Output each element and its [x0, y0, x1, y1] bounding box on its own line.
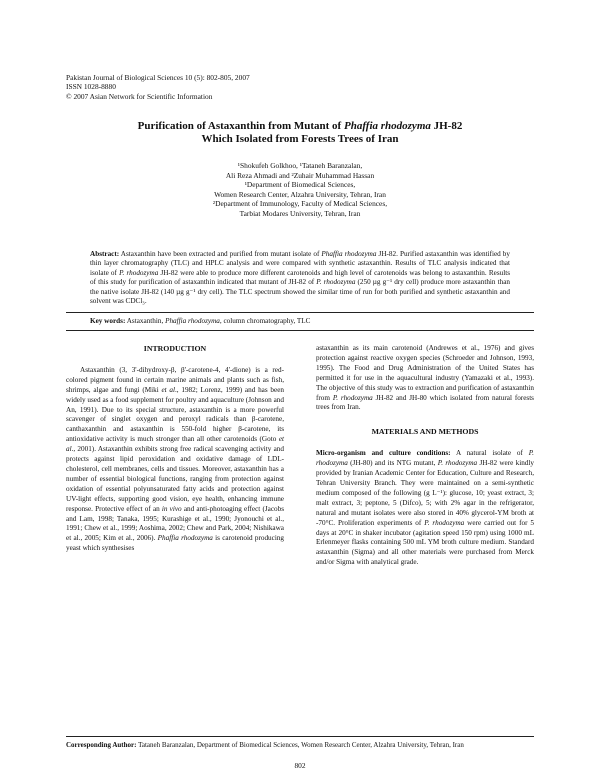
keywords: Key words: Astaxanthin, Phaffia rhodozyma, column chromatography, TLC: [90, 317, 311, 325]
paper-title: [90, 120, 510, 146]
issn: ISSN 1028-8880: [66, 82, 116, 92]
corresponding-author: Corresponding Author: Tataneh Baranzalan, Department of Biomedical Sciences, Women Research Center, Alzahra University, Tehran, Iran: [66, 741, 464, 749]
abstract-label: Abstract:: [90, 250, 120, 258]
footer-rule: [66, 736, 534, 737]
abstract: Abstract: Astaxanthin have been extracted and purified from mutant isolate of Phaffia rhodozyma JH-82. Purified astaxanthin was identified by thin layer chromatography (TLC) and HPLC analysis and were compared with synthetic astaxanthin. Results of TLC analysis indicated that isolate of P. rhodozyma JH-82 were able to produce more different carotenoids and high level of carotenoids was belong to astaxanthin. Results of this study for purification of astaxanthin indicated that mutant of JH-82 of P. rhodozyma (250 µg g⁻¹ dry cell) produce more astaxanthin than the native isolate JH-82 (140 µg g⁻¹ dry cell). The TLC spectrum showed the similar time of run for both purified and synthetic astaxanthin and solvent was CDCl₃.: [90, 250, 511, 306]
page-number: 802: [294, 761, 306, 770]
methods-heading: MATERIALS AND METHODS: [371, 427, 479, 437]
title-line-2: Which Isolated from Forests Trees of Iran: [201, 133, 399, 145]
keywords-bottom-rule: [66, 330, 534, 331]
author-line: ¹Shokufeh Golkhoo, ¹Tataneh Baranzalan,: [237, 161, 363, 170]
affiliation-line: ¹Department of Biomedical Sciences,: [244, 180, 356, 190]
author-line: Ali Reza Ahmadi and ²Zuhair Muhammad Hassan: [225, 170, 375, 180]
affiliation-line: ²Department of Immunology, Faculty of Medical Sciences,: [212, 199, 388, 209]
keywords-top-rule: [66, 312, 534, 313]
copyright: © 2007 Asian Network for Scientific Information: [66, 91, 213, 101]
title-strain: JH-82: [430, 120, 463, 132]
journal-header: [66, 73, 250, 101]
author-block: [170, 161, 430, 219]
affiliation-line: Tarbiat Modares University, Tehran, Iran: [239, 208, 361, 218]
corresponding-label: Corresponding Author:: [66, 741, 137, 749]
title-species: Phaffia rhodozyma: [343, 120, 431, 132]
right-column: [316, 344, 534, 568]
left-column: [66, 344, 284, 554]
introduction-paragraph: Astaxanthin (3, 3'-dihydroxy-β, β'-carotene-4, 4'-dione) is a red-colored pigment found in certain marine animals and plants such as fish, shrimps, algae and fungi (Miki et al., 1982; Lorenz, 1999) and has been widely used as a food supplement for poultry and aquaculture (Johnson and An, 1991). Due to its special structure, astaxanthin is a more powerful scavenger of singlet oxygen and peroxyl radicals than β-carotene, canthaxanthin and astaxanthin is 550-fold higher β-carotene, its antioxidative activity is much stronger than all other carotenoids (Goto et al., 2001). Astaxanthin exhibits strong free radical scavenging activity and protects against lipid peroxidation and oxidative damage of LDL-cholesterol, cell membranes, cells and tissues. Moreover, astaxanthin has a number of essential biological functions, ranging from protection against oxidation of essential polyunsaturated fatty acids and protection against UV-light effects, supporting good vision, eye health, enhancing immune response. Protective effect of an in vivo and anti-photoaging effect (Jacobs and Lam, 1998; Tanaka, 1995; Kurashige et al., 1990; Jyonouchi et al., 1991; Chew et al., 1999; Aoshima, 2002; Chew and Park, 2004; Nishikawa et al., 2005; Kim et al., 2006). Phaffia rhodozyma is carotenoid producing yeast which synthesises: [66, 365, 285, 553]
title-text: Purification of Astaxanthin from Mutant of: [137, 120, 344, 132]
affiliation-line: Women Research Center, Alzahra University, Tehran, Iran: [214, 189, 386, 199]
introduction-heading: INTRODUCTION: [143, 344, 207, 353]
introduction-continuation: astaxanthin as its main carotenoid (Andrewes et al., 1976) and gives protection against reactive oxygen species (Schroeder and Johnson, 1993, 1995). The Food and Drug Administration of the United States has permitted it for use in the aquacultural industry (Yamazaki et al., 1993). The objective of this study was to extraction and purification of astaxanthin from P. rhodozyma JH-82 and JH-80 which isolated from natural forests trees from Iran.: [316, 344, 534, 412]
keywords-label: Key words:: [90, 317, 126, 325]
journal-citation: Pakistan Journal of Biological Sciences 10 (5): 802-805, 2007: [66, 73, 250, 82]
culture-conditions-paragraph: Micro-organism and culture conditions: A natural isolate of P. rhodozyma (JH-80) and its NTG mutant, P. rhodozyma JH-82 were kindly provided by Iranian Academic Center for Education, Culture and Research, Tehran University Branch. They were maintained on a semi-synthetic medium composed of the following (g L⁻¹): glucose, 10; yeast extract, 3; malt extract, 3; peptone, 5 (Difco), 5; with 2% agar in the refrigerator, natural and mutant isolates were also stored in 40% glycerol-YM broth at -70°C. Proliferation experiments of P. rhodozyma were carried out for 5 days at 20°C in shaker incubator (agitation speed 150 rpm) using 1000 mL Erlenmeyer flasks containing 500 mL YM broth culture medium. Standard astaxanthin (Sigma) and all other materials were purchased from Merck and/or Sigma with analytical grade.: [316, 449, 534, 567]
